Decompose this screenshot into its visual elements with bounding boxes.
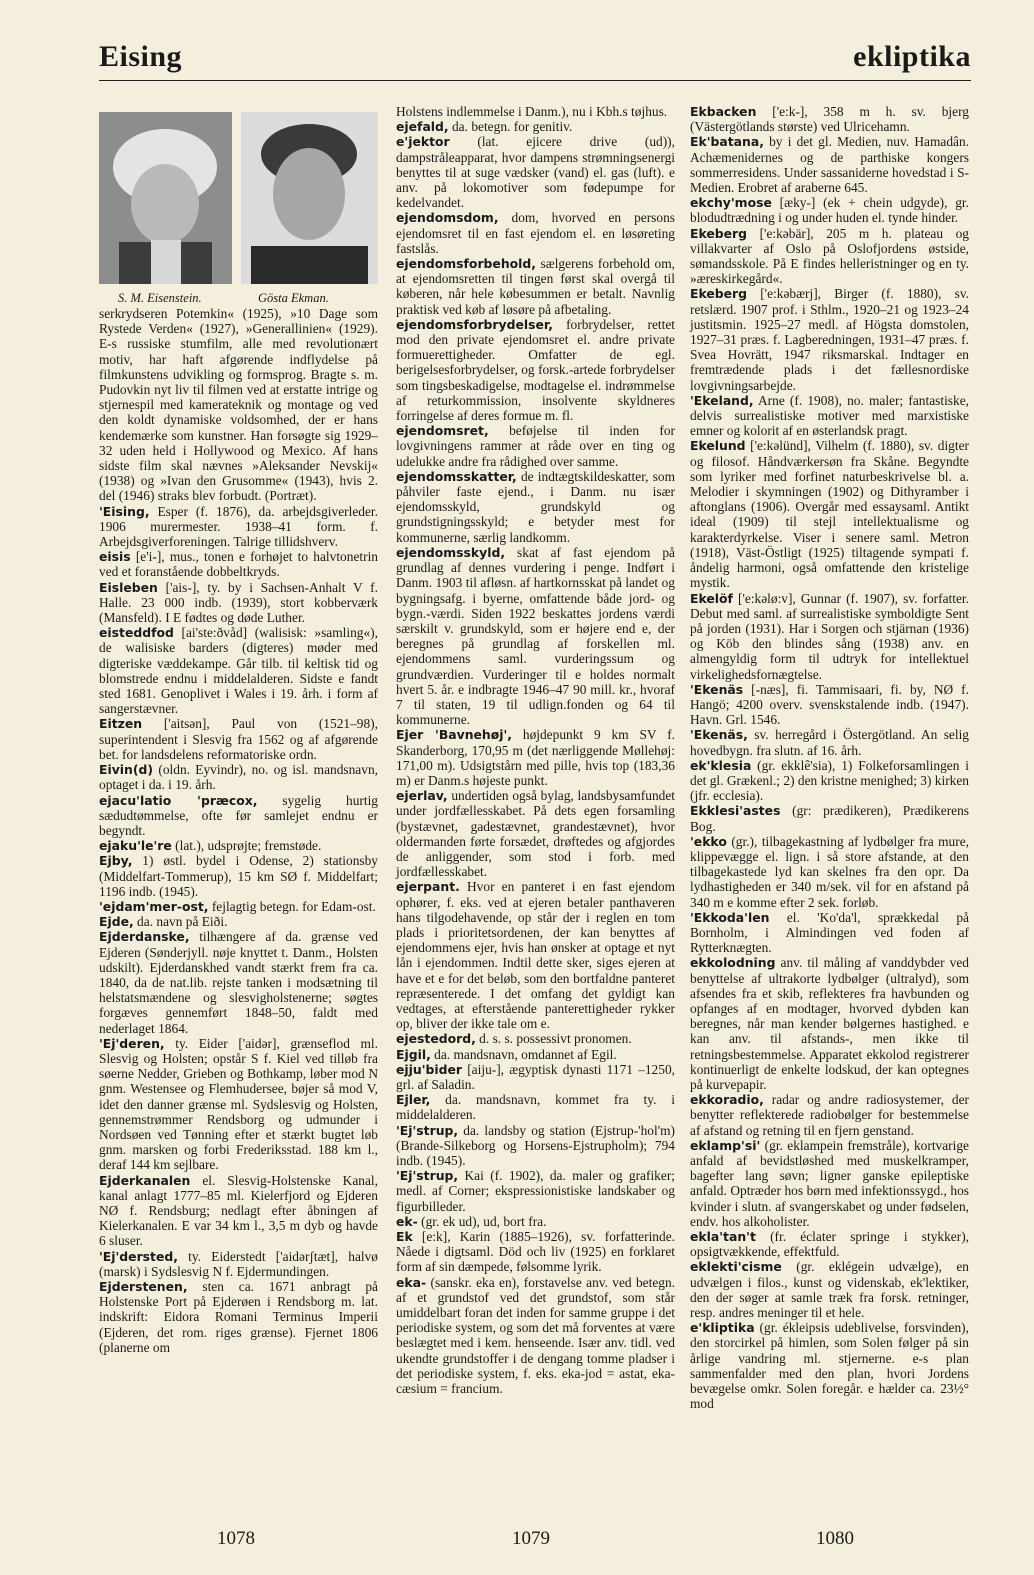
entry-text: de indtægtskildeskatter, som påhviler faste ejend., i Danm. nu især ejendomsskyld, grundskyld og grundstigningsskyld; e betyder mest for kommunerne, særlig landkomm. xyxy=(396,468,675,545)
column-1 xyxy=(99,306,378,1355)
entry-headword: ejacu'latio 'præcox, xyxy=(99,792,258,808)
entry-text: 1) østl. bydel i Odense, 2) stationsby (Middelfart-Tommerup), 15 km SØ f. Middelfart; 1196 indb. (1945). xyxy=(99,853,378,899)
entry-headword: ejendomsforbrydelser, xyxy=(396,316,553,332)
entry-headword: eka- xyxy=(396,1274,427,1290)
entry-headword: Ejler, xyxy=(396,1092,431,1108)
entry-text: ['aitsən], Paul von (1521–98), superintendent i Slesvig fra 1562 og af afgørende bet. for landsdelens reformatoriske ordn. xyxy=(99,716,378,762)
entry-headword: ekchy'mose xyxy=(690,195,772,211)
entry-text: (gr. eklampein fremstråle), kortvarige anfald af bevidstløshed med muskelkramper, bagefter lang søvn; ligner ganske epileptiske anfald. Optræder hos børn med infektionssygd., hos kvinder i slutn. af svangerskabet og under fødselen, endv. hos alkoholister. xyxy=(690,1137,969,1229)
entry-headword: ekkoradio, xyxy=(690,1092,764,1108)
entry-text: ['e:kəbär], 205 m h. plateau og villakvarter af Oslo på Oslofjordens østside, sømandsskole. På E findes helleristninger og en ty. »æreskirkegård«. xyxy=(690,225,969,287)
entry-text: ['e:kəlünd], Vilhelm (f. 1880), sv. digter og filosof. Håndværkersøn fra Skåne. Begyndte som lyriker med forfinet naturbeskrivelse bl. a. Melodier i skymningen (1902) og Dithyramber i aftonglans (1906). Overgår med essaysaml. Antikt ideal (1909) til stejl intellektualisme og karakterdyrkelse. Viser i senere saml. Metron (1918), Väst-Östligt (1925) tiltagende sympati f. åndelig harmoni, også omfattende den kristelige mystik. xyxy=(690,438,969,591)
entry-text: (oldn. Eyvindr), no. og isl. mandsnavn, optaget i da. i 19. årh. xyxy=(99,762,378,793)
running-head-right: ekliptika xyxy=(853,40,971,73)
entry-text: sælgerens forbehold om, at ejendomsretten til tingen først skal overgå til køberen, når hele købesummen er betalt. Navnlig praktisk ved køb af løsøre på afbetaling. xyxy=(396,256,675,317)
entry-headword: ejendomsret, xyxy=(396,423,489,439)
entry-headword: 'Ej'deren, xyxy=(99,1035,165,1051)
entry-text: (gr: prædikeren), Prædikerens Bog. xyxy=(690,803,969,834)
dictionary-entry xyxy=(99,549,378,579)
entry-headword: Ekelöf xyxy=(690,590,733,606)
dictionary-entry xyxy=(396,545,675,727)
entry-text: ['e:kəbærj], Birger (f. 1880), sv. retslærd. 1907 prof. i Sthlm., 1920–21 og 1923–24 justitsmin. 1925–27 medl. af Högsta domstolen, 1927–31 præs. f. Lagberedningen, 1931–47 præs. f. Svea Hovrätt, 1947 riksmarskal. Indtager en fremtrædende plads i det fællesnordiske lovgivningsarbejde. xyxy=(690,286,969,393)
column-3 xyxy=(690,104,969,1411)
entry-text: skat af fast ejendom på grundlag af dennes vurdering i penge. Indført i Danm. 1903 til afløsn. af hartkornsskat på landet og bygningsafg. i byerne, omfattende både jord- og bygn.-værdi. Siden 1922 beskattes jordens værdi særskilt v. grundskyld, som er højere end e, der beregnes på grundlag af forskellen ml. ejendommens saml. vurderingssum og grundværdien. Vurderinger til e holdes normalt hvert 5. år. e indbragte 1946–47 90 mill. kr., hvoraf 7 til staten, 19 til udlign.fonden og 64 til kommunerne. xyxy=(396,544,675,728)
portrait-ekman xyxy=(241,112,378,284)
entry-headword: 'Ekenäs xyxy=(690,681,744,697)
dictionary-entry xyxy=(690,1259,969,1320)
entry-headword: ejerlav, xyxy=(396,788,448,804)
entry-headword: ejendomsskyld, xyxy=(396,544,506,560)
entry-headword: Ekklesi'astes xyxy=(690,803,781,819)
entry-text: sygelig hurtig sædudtømmelse, ofte før samlejet endnu er begyndt. xyxy=(99,792,378,838)
entry-headword: Ekbacken xyxy=(690,104,757,119)
entry-headword: ejendomsskatter, xyxy=(396,468,517,484)
entry-headword: Ejby, xyxy=(99,853,133,869)
caption-ekman: Gösta Ekman. xyxy=(258,291,329,305)
entry-text: anv. til måling af vanddybder ved benyttelse af ultrakorte lydbølger (ultralyd), som afsendes fra et skib, reflekteres fra havbunden og opfanges af en modtager, hvorved dybden kan beregnes, når man kender bølgernes hastighed. e kan anv. til afstands-, men ikke til retningsbestemmelse. Apparatet ekkolod registrerer kontinuerligt de enkelte lodskud, der kan optegnes på kurvepapir. xyxy=(690,955,969,1092)
entry-headword: Ejderstenen, xyxy=(99,1279,188,1294)
entry-headword: 'Ej'dersted, xyxy=(99,1248,178,1264)
entry-text: (sanskr. eka en), forstavelse anv. ved betegn. af et grundstof ved det grundstof, som står umiddelbart foran det inden for samme gruppe i det periodiske system, og som det må forventes at være beslægtet med i kem. henseende. Især anv. tidl. ved ukendte grundstoffer i de dengang tomme pladser i det periodiske system, f. eks. eka-jod = astat, eka-cæsium = francium. xyxy=(396,1274,675,1397)
dictionary-entry xyxy=(396,1047,675,1062)
entry-text: (gr.), tilbagekastning af lydbølger fra mure, klippevægge el. lign. i så store afstande, at den tilbagekastede lyd kan skelnes fra den opr. Da lydhastigheden er 340 m/sek. vil for en afstand på 340 m e komme efter 2 sek. forløb. xyxy=(690,833,969,910)
dictionary-entry xyxy=(99,793,378,839)
entry-text: [aiju-], ægyptisk dynasti 1171 –1250, grl. af Saladin. xyxy=(396,1061,675,1092)
entry-headword: eisis xyxy=(99,549,131,565)
dictionary-entry xyxy=(690,727,969,757)
entry-text: radar og andre radiosystemer, der benytter reflekterede radiobølger for bestemmelse af afstand og retning til en fjern genstand. xyxy=(690,1092,969,1138)
dictionary-entry xyxy=(396,134,675,210)
entry-text: tilhængere af da. grænse ved Ejderen (Sønderjyll. nøje knyttet t. Danm., Holsten udskilt). Ejderdanskhed vandt stærkt frem fra ca. 1840, da de nat.lib. rejste tanken i modsætning til helstatsmændene og slesvigholstenerne; søgtes forgæves gennemført 1848–50, faldt med nederlaget 1864. xyxy=(99,929,378,1036)
dictionary-entry xyxy=(690,104,969,134)
dictionary-entry xyxy=(99,1279,378,1355)
entry-text: (gr. ekklê'sia), 1) Folkeforsamlingen i det gl. Grækenl.; 2) den kristne menighed; 3) kirken (jfr. ecclesia). xyxy=(690,757,969,804)
entry-headword: 'Ej'strup, xyxy=(396,1168,459,1184)
entry-text: da. mandsnavn, kommet fra ty. i middelalderen. xyxy=(396,1092,675,1123)
entry-text: Arne (f. 1908), no. maler; fantastiske, delvis surrealistiske motiver med marxistiske emner og kolorit af en østerlandsk pragt. xyxy=(690,392,969,439)
entry-text: ty. Eiderstedt ['aidərʃtæt], halvø (marsk) i Sydslesvig N f. Ejdermundingen. xyxy=(99,1248,378,1279)
dictionary-entry xyxy=(396,256,675,317)
entry-headword: Ek xyxy=(396,1229,413,1245)
entry-headword: 'ekko xyxy=(690,833,727,849)
entry-text: sten ca. 1671 anbragt på Holstenske Port på Ejderøen i Rendsborg m. lat. indskrift: Eidora Romani Terminus Imperii (Ejderen, det rom. riges grænse). Fjernet 1806 (planerne om xyxy=(99,1279,378,1355)
dictionary-entry xyxy=(396,1123,675,1169)
entry-headword: 'Ekkoda'len xyxy=(690,909,770,925)
entry-text: el. Slesvig-Holstenske Kanal, kanal anlagt 1777–85 ml. Kielerfjord og Ejderen NØ f. Rendsburg; nedlagt efter åbningen af Kielerkanalen. E var 34 km l., 3,5 m dyb og havde 6 sluser. xyxy=(99,1172,378,1249)
entry-headword: eisteddfod xyxy=(99,625,174,641)
caption-eisenstein: S. M. Eisenstein. xyxy=(118,291,202,305)
page-number-right: 1080 xyxy=(816,1528,854,1549)
dictionary-entry xyxy=(396,1062,675,1092)
entry-headword: eklekti'cisme xyxy=(690,1259,782,1275)
entry-text: Esper (f. 1876), da. arbejdsgiverleder. 1906 murermester. 1938–41 form. f. Arbejdsgiverforeningen. Talrige tillidshverv. xyxy=(99,503,378,550)
dictionary-entry xyxy=(396,1031,675,1046)
dictionary-entry xyxy=(99,838,378,853)
entry-headword: Ejgil, xyxy=(396,1046,431,1062)
dictionary-entry xyxy=(99,929,378,1035)
entry-text: ['ais-], ty. by i Sachsen-Anhalt V f. Halle. 23 000 indb. (1939), stort kobberværk (Mansfeld). I E fødtes og døde Luther. xyxy=(99,579,378,626)
dictionary-entry xyxy=(690,1320,969,1411)
entry-headword: Ek'batana, xyxy=(690,134,764,150)
entry-headword: 'Eising, xyxy=(99,503,150,519)
entry-text: [ai'ste:ðvåd] (walisisk: »samling«), de walisiske barders (digteres) møder med digteriske væddekampe. Går tilb. til keltisk tid og blomstrede endnu i middelalderen. Sidste e fandt sted 1681. Genoplivet i Wales i 19. årh. i form af sangerstævner. xyxy=(99,625,378,717)
entry-headword: ejendomsforbehold, xyxy=(396,256,536,272)
entry-text: da. betegn. for genitiv. xyxy=(448,119,573,135)
dictionary-entry xyxy=(99,1249,378,1279)
dictionary-entry xyxy=(690,955,969,1092)
entry-headword: ejerpant. xyxy=(396,879,460,895)
dictionary-entry xyxy=(396,879,675,1031)
dictionary-entry xyxy=(690,438,969,590)
entry-headword: Ekeberg xyxy=(690,225,748,241)
dictionary-entry xyxy=(396,1214,675,1229)
entry-headword: Ekelund xyxy=(690,438,746,454)
entry-text: ['e:k-], 358 m h. sv. bjerg (Västergötlands største) ved Ulricehamn. xyxy=(690,104,969,135)
column-2 xyxy=(396,104,675,1396)
dictionary-entry xyxy=(396,119,675,134)
entry-text: [e:k], Karin (1885–1926), sv. forfatterinde. Nåede i digtsaml. Död och liv (1925) en forklaret form af sin dæmpede, følsomme lyrik. xyxy=(396,1229,675,1275)
entry-text: Holstens indlemmelse i Danm.), nu i Kbh.s tøjhus. xyxy=(396,104,668,119)
dictionary-entry xyxy=(99,899,378,914)
entry-headword: Ejde, xyxy=(99,914,134,930)
dictionary-entry xyxy=(396,1168,675,1214)
dictionary-entry xyxy=(690,591,969,682)
entry-headword: Ejderkanalen xyxy=(99,1172,191,1188)
entry-text: (gr. ek ud), ud, bort fra. xyxy=(417,1213,547,1229)
entry-text: (lat.), udsprøjte; fremstøde. xyxy=(171,838,322,854)
portrait-eisenstein xyxy=(99,112,232,284)
dictionary-entry xyxy=(396,1092,675,1122)
dictionary-entry xyxy=(99,762,378,792)
entry-text: højdepunkt 9 km SV f. Skanderborg, 170,95 m (det nærliggende Møllehøj: 171,00 m). Udsigtstårn med pille, hvis top (183,36 m) er Danm.s højeste punkt. xyxy=(396,727,675,788)
dictionary-entry xyxy=(690,758,969,804)
dictionary-entry xyxy=(396,469,675,545)
dictionary-entry xyxy=(690,910,969,956)
entry-headword: e'kliptika xyxy=(690,1320,755,1336)
dictionary-entry xyxy=(690,803,969,833)
entry-text: forbrydelser, rettet mod den private ejendomsret el. andre private formuerettigheder. Omfatter de egl. berigelsesforbrydelser, og forsk.-artede forbrydelser som tingsbeskadigelse, modtagelse el. indrømmelse af returkommission, insolvente skyldneres forringelse af deres formue m. fl. xyxy=(396,316,675,424)
entry-text: da. navn på Eiði. xyxy=(133,914,228,930)
entry-text: [e'i-], mus., tonen e forhøjet to halvtonetrin ved et foranstående dobbeltkryds. xyxy=(99,549,378,580)
dictionary-entry xyxy=(396,727,675,788)
dictionary-entry xyxy=(690,286,969,392)
dictionary-entry xyxy=(99,504,378,550)
dictionary-entry xyxy=(99,914,378,929)
header-rule xyxy=(99,80,971,81)
dictionary-entry xyxy=(690,134,969,195)
entry-text: d. s. s. possessivt pronomen. xyxy=(475,1031,632,1047)
dictionary-entry xyxy=(99,853,378,899)
entry-headword: ejefald, xyxy=(396,119,449,135)
entry-text: dom, hvorved en persons ejendomsret til en fast ejendom el. en løsøreting fastslås. xyxy=(396,210,675,256)
entry-headword: ekkolodning xyxy=(690,955,776,971)
entry-text: serkrydseren Potemkin« (1925), »10 Dage som Rystede Verden« (1927), »Generallinien« (1929). E-s russiske stumfilm, alle med revolutionært motiv, har haft afgørende indflydelse på filmkunstens udvikling og formsprog. Bragte s. m. Pudovkin nyt liv til filmen ved at erstatte intrige og stjernespil med kamerateknik og montage og ved den koldt dynamiske voldsomhed, der er hans kendemærke som kunstner. Han forsøgte sig 1929–32 uden held i Hollywood og Mexico. Af hans sidste film skal nævnes »Aleksander Nevskij« (1938) og »Ivan den Grusomme« (1943), hvis 2. del (1946) straks blev forbudt. (Portræt). xyxy=(99,306,378,504)
entry-headword: ejestedord, xyxy=(396,1031,476,1047)
dictionary-entry xyxy=(99,716,378,762)
entry-text: (fr. éclater springe i stykker), opsigtvækkende, effektfuld. xyxy=(690,1229,969,1260)
dictionary-entry xyxy=(396,210,675,256)
entry-text: ['e:kəlø:v], Gunnar (f. 1907), sv. forfatter. Debut med saml. af surrealistiske symboldigte Sent på jorden (1931). Har i Sorgen och stjärnan (1936) og Köb den blindes sång (1938) anv. en almengyldig form til udtryk for intellektuel virkelighedsfornægtelse. xyxy=(690,590,969,682)
entry-headword: ekla'tan't xyxy=(690,1229,756,1245)
entry-headword: ejendomsdom, xyxy=(396,210,499,226)
entry-text: [-næs], fi. Tammisaari, fi. by, NØ f. Hangö; 4200 overv. svenskstalende indb. (1947). Havn. Grl. 1546. xyxy=(690,681,969,728)
entry-headword: 'ejdam'mer-ost, xyxy=(99,898,209,914)
entry-headword: ejaku'le're xyxy=(99,838,172,854)
entry-text: by i det gl. Medien, nuv. Hamadân. Achæmenidernes og de parthiske kongers sommerresidens. Under sassaniderne hovedstad i S-Medien. Erobret af araberne 645. xyxy=(690,134,969,196)
entry-headword: 'Ej'strup, xyxy=(396,1122,459,1138)
entry-text: sv. herregård i Östergötland. An selig hovedbygn. fra slutn. af 16. årh. xyxy=(690,727,969,758)
dictionary-entry xyxy=(99,306,378,504)
dictionary-entry xyxy=(99,1036,378,1173)
dictionary-entry xyxy=(690,1092,969,1138)
page-number-left: 1078 xyxy=(217,1528,255,1549)
dictionary-entry xyxy=(690,393,969,439)
entry-headword: 'Ekenäs, xyxy=(690,727,748,743)
entry-headword: ejju'bider xyxy=(396,1061,463,1077)
dictionary-entry xyxy=(396,788,675,879)
entry-headword: Eivin(d) xyxy=(99,762,154,778)
entry-text: el. 'Ko'da'l, sprækkedal på Bornholm, i Almindingen ved foden af Rytterknægten. xyxy=(690,909,969,956)
dictionary-entry xyxy=(690,195,969,225)
running-head-left: Eising xyxy=(99,40,183,73)
entry-text: beføjelse til inden for lovgivningens rammer at råde over en ting og udelukke andre fra rådighed over samme. xyxy=(396,423,675,469)
dictionary-entry xyxy=(690,226,969,287)
entry-text: Hvor en panteret i en fast ejendom ophører, f. eks. ved at ejeren betaler panthaveren hans tilgodehavende, op står der i reglen en tom plads i prioritetsordenen, der kan benyttes af ejendommens ejer, hvis han ønsker at optage et nyt lån i ejendommen. Indtil dette sker, siges ejeren at have et e for det beløb, som den bortfaldne panteret repræsenterede. I det omfang det gyldigt kan vedtages, at efterstående panterettigheder rykker op, bliver der ikke tale om e. xyxy=(396,879,675,1032)
entry-text: da. landsby og station (Ejstrup-'hol'm) (Brande-Silkeborg og Horsens-Ejstrupholm); 794 indb. (1945). xyxy=(396,1122,675,1169)
entry-headword: ek- xyxy=(396,1213,418,1229)
entry-headword: ek'klesia xyxy=(690,757,752,773)
dictionary-entry xyxy=(396,1275,675,1397)
entry-text: [æky-] (ek + chein udgyde), gr. blodudtrædning i og under huden el. tynde hinder. xyxy=(690,195,969,226)
entry-headword: Eitzen xyxy=(99,716,143,732)
entry-text: undertiden også bylag, landsbysamfundet under jordfællesskabet. På dets egen forsamling (bystævnet, gadestævnet, grandestævnet), hvor oldermanden førte forsædet, drøftedes og afgjordes de anliggender, som stod i forb. med jordfællesskabet. xyxy=(396,788,675,880)
entry-text: ty. Eider ['aidər], grænseflod ml. Slesvig og Holsten; opstår S f. Kiel ved tilløb fra søerne Nedder, Grieben og Bothkamp, løber mod N gnm. Westensee og Flemhudersee, bøjer så mod V, idet den danner grænse ml. Sydslesvig og Holsten, gennemstrømmer Rendsborg og udmunder i Nordsøen ved Tønning efter et stærkt bugtet løb gnm. marsken og forbi Frederiksstad. 188 km l., deraf 144 km sejlbare. xyxy=(99,1035,378,1173)
dictionary-entry xyxy=(396,317,675,423)
entry-headword: Eisleben xyxy=(99,579,158,595)
dictionary-entry xyxy=(690,1229,969,1259)
entry-text: Kai (f. 1902), da. maler og grafiker; medl. af Corner; ekspressionistiske landskaber og figurbilleder. xyxy=(396,1168,675,1214)
entry-text: (gr. eklégein udvælge), en udvælgen i filos., kunst og videnskab, ek'lektiker, den der søger at samle træk fra forsk. retninger, resp. andres meninger til et hele. xyxy=(690,1259,969,1321)
dictionary-entry xyxy=(690,834,969,910)
dictionary-entry xyxy=(690,1138,969,1229)
entry-headword: 'Ekeland, xyxy=(690,392,754,408)
dictionary-entry xyxy=(99,580,378,626)
dictionary-entry xyxy=(690,682,969,728)
entry-headword: Ejer 'Bavnehøj', xyxy=(396,727,513,743)
entry-text: (gr. ékleipsis udeblivelse, forsvinden), den storcirkel på himlen, som Solen følger på sin årlige vandring ml. stjernerne. e-s plan sammenfalder med den plan, hvori Jordens bevægelse omkr. Solen foregår. e hælder ca. 23½° mod xyxy=(690,1320,969,1412)
entry-text: fejlagtig betegn. for Edam-ost. xyxy=(208,898,376,914)
entry-headword: Ekeberg xyxy=(690,286,748,302)
dictionary-entry xyxy=(396,104,675,119)
entry-text: (lat. ejicere drive (ud)), dampstråleapparat, hvor dampens strømningsenergi benyttes til at suge vædsker (vand) el. gas (luft). e anv. på lokomotiver som fødepumpe for kedelvandet. xyxy=(396,134,675,211)
dictionary-entry xyxy=(99,1173,378,1249)
dictionary-entry xyxy=(396,1229,675,1275)
entry-headword: Ejderdanske, xyxy=(99,929,190,945)
entry-headword: e'jektor xyxy=(396,134,450,150)
entry-text: da. mandsnavn, omdannet af Egil. xyxy=(430,1046,617,1062)
dictionary-entry xyxy=(99,625,378,716)
entry-headword: eklamp'si' xyxy=(690,1137,761,1153)
page-number-middle: 1079 xyxy=(512,1528,550,1549)
dictionary-entry xyxy=(396,423,675,469)
